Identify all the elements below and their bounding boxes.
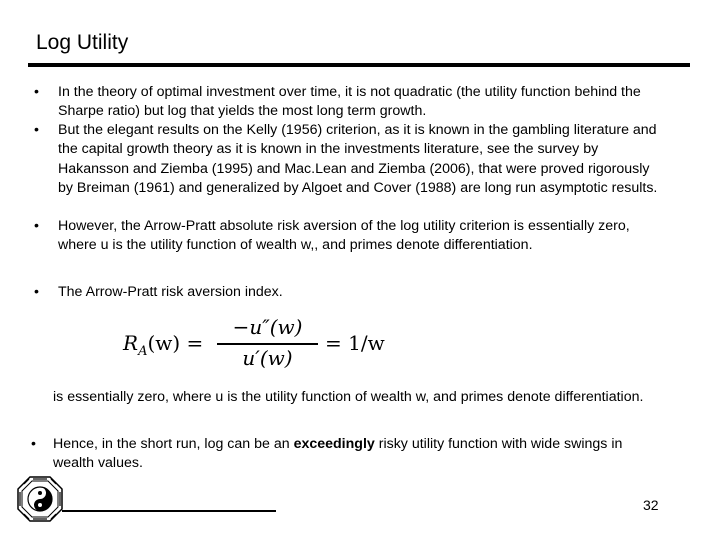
bullet-item [34,121,658,198]
equation-explanation: is essentially zero, where u is the utility function of wealth w, and primes denote differentiation. [53,389,644,405]
bullet-item [31,435,653,474]
equation-denominator: u′(w) [242,346,293,370]
bullet-item [34,217,648,256]
bullet-text: However, the Arrow-Pratt absolute risk aversion of the log utility criterion is essentially zero, where u is the utility function of wealth w,, and primes denote differentiation. [58,218,630,254]
bullet-item [34,83,648,122]
bullet-text: The Arrow-Pratt risk aversion index. [58,284,283,300]
bullet-text: But the elegant results on the Kelly (1956) criterion, as it is known in the gambling literature and the capital growth theory as it is known in the investments literature, see the survey by Hakansson and Ziemba (1995) and Mac.Lean and Ziemba (2006), that were proved rigorously by Breiman (1961) and generalized by Algoet and Cover (1988) are long run asymptotic results. [58,122,658,196]
bullet-marker: • [31,436,36,452]
bullet-text-before: Hence, in the short run, log can be an [53,436,294,452]
equation-symbol: R [123,331,139,355]
bullet-marker: • [34,284,39,300]
bullet-marker: • [34,84,39,100]
emphasis-text: exceedingly [293,436,375,452]
equation-numerator: −u″(w) [232,315,303,339]
bullet-marker: • [34,122,39,138]
bullet-marker: • [34,218,39,234]
logo-icon [17,476,63,522]
slide-title: Log Utility [36,31,129,54]
bullet-item [34,283,648,302]
bullet-text: In the theory of optimal investment over time, it is not quadratic (the utility function behind the Sharpe ratio) but log that yields the most long term growth. [58,84,641,120]
equation-lhs [123,331,203,359]
equation-subscript: A [138,344,148,359]
fraction-bar [217,343,318,345]
arrow-pratt-equation [120,313,420,373]
footer-rule [62,510,276,512]
equation-rhs: = 1/w [325,331,385,355]
equation-argument: (w) = [147,331,204,355]
page-number: 32 [643,497,659,513]
bullet-text-after: risky utility function with wide swings in wealth values. [53,436,623,472]
equation-fraction [215,313,320,373]
title-underline [28,63,690,67]
